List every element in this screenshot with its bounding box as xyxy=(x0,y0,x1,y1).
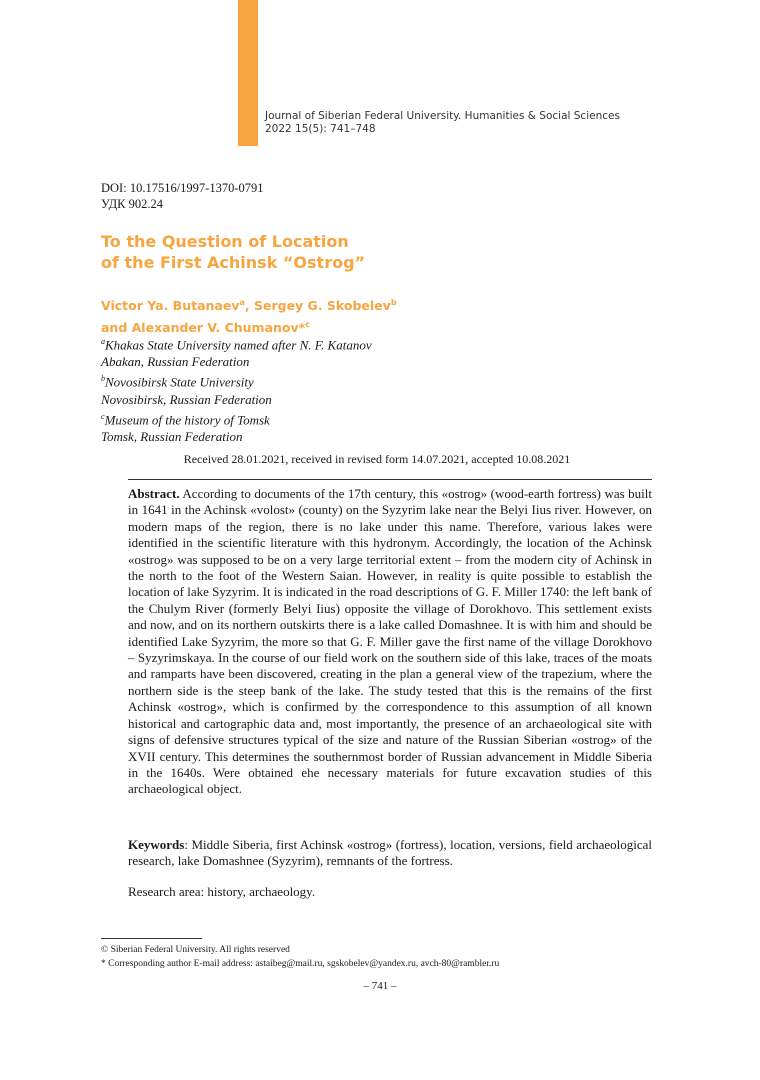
affiliation-b: $^b$Novosibirsk State University xyxy=(101,374,254,390)
footnotes xyxy=(101,943,499,971)
affiliation-c: $^c$Museum of the history of Tomsk xyxy=(101,411,270,427)
author-2: Sergey G. Skobelev xyxy=(253,298,391,314)
header-accent-bar xyxy=(238,0,258,146)
author-3: and Alexander V. Chumanov* xyxy=(101,320,306,336)
page-number: – 741 – xyxy=(363,980,397,992)
journal-issue: 2022 15(5): 741–748 xyxy=(265,123,376,135)
authors-line-1 xyxy=(101,293,397,315)
journal-header xyxy=(265,110,620,136)
corresponding-author-note: * Corresponding author E-mail address: astaibeg@mail.ru, sgskobelev@yandex.ru, avch-80@rambler.ru xyxy=(101,959,500,969)
research-area: Research area: history, archaeology. xyxy=(128,884,316,899)
copyright-note: © Siberian Federal University. All rights reserved xyxy=(101,945,290,955)
author-2-affil: b xyxy=(390,298,397,307)
abstract-divider xyxy=(128,479,652,480)
abstract-label: Abstract. xyxy=(128,486,180,501)
abstract xyxy=(128,486,652,798)
journal-name: Journal of Siberian Federal University. Humanities & Social Sciences xyxy=(265,110,620,122)
affiliation-a: $^a$Khakas State University named after N. F. Katanov xyxy=(101,337,372,353)
abstract-text: According to documents of the 17th century, this «ostrog» (wood-earth fortress) was built in 1641 in the Achinsk «volost» (county) on the Syzyrim lake near the Belyi Iius river. However, on modern maps of the region, there is no lake under this name. Therefore, various lakes were identified in the scientific literature with this hydronym. Accordingly, the location of the Achinsk «ostrog» was supposed to be on a very large territorial extent – from the modern city of Achinsk in the north to the foot of the Western Saian. However, in reality is quite possible to establish the location of lake Syzyrim. It is indicated in the road descriptions of G. F. Miller 1740: the left bank of the Chulym River (formerly Belyi Iius) opposite the village of Dorokhovo. This settlement exists and now, and on its northern outskirts there is a lake called Domashnee. It is with him and should be identified Lake Syzyrim, the more so that G. F. Miller gave the first name of the village Dorokhovo – Syzyrimskaya. In the course of our field work on the southern side of this lake, traces of the moats and ramparts have been discovered, creating in the plan a general view of the trapezium, where the northern side is the steep bank of the lake. The study tested that this is the remains of the first Achinsk «ostrog», which is confirmed by the correspondence to this assumption of all known historical and cartographic data and, most importantly, the presence of an archaeological site with signs of defensive structures typical of the size and nature of the Russian Siberian «ostrog» of the XVII century. This determines the southernmost border of Russian advancement in Middle Siberia in the 1640s. Were obtained ehe necessary materials for future excavation studies of this archaeological object. xyxy=(128,486,652,797)
affiliation-a-city: Abakan, Russian Federation xyxy=(101,354,250,370)
keywords xyxy=(128,837,652,870)
udk: УДК 902.24 xyxy=(101,197,163,211)
received-dates: Received 28.01.2021, received in revised form 14.07.2021, accepted 10.08.2021 xyxy=(183,452,571,466)
author-separator: , xyxy=(244,298,254,314)
author-1: Victor Ya. Butanaev xyxy=(101,298,240,314)
author-3-affil: c xyxy=(305,320,310,330)
doi: DOI: 10.17516/1997-1370-0791 xyxy=(101,181,264,195)
title-line-1: To the Question of Location xyxy=(101,232,349,251)
affiliation-c-city: Tomsk, Russian Federation xyxy=(101,428,243,444)
title-line-2: of the First Achinsk “Ostrog” xyxy=(101,253,366,272)
article-title xyxy=(101,231,365,273)
keywords-text: : Middle Siberia, first Achinsk «ostrog» (fortress), location, versions, field archaeological research, lake Domashnee (Syzyrim), remnants of the fortress. xyxy=(128,837,652,869)
author-list xyxy=(101,293,397,337)
author-1-affil: a xyxy=(239,298,245,307)
affiliations xyxy=(101,333,372,445)
footnote-divider xyxy=(101,938,202,939)
article-meta xyxy=(101,180,264,212)
affiliation-b-city: Novosibirsk, Russian Federation xyxy=(101,391,272,407)
keywords-label: Keywords xyxy=(128,837,185,852)
